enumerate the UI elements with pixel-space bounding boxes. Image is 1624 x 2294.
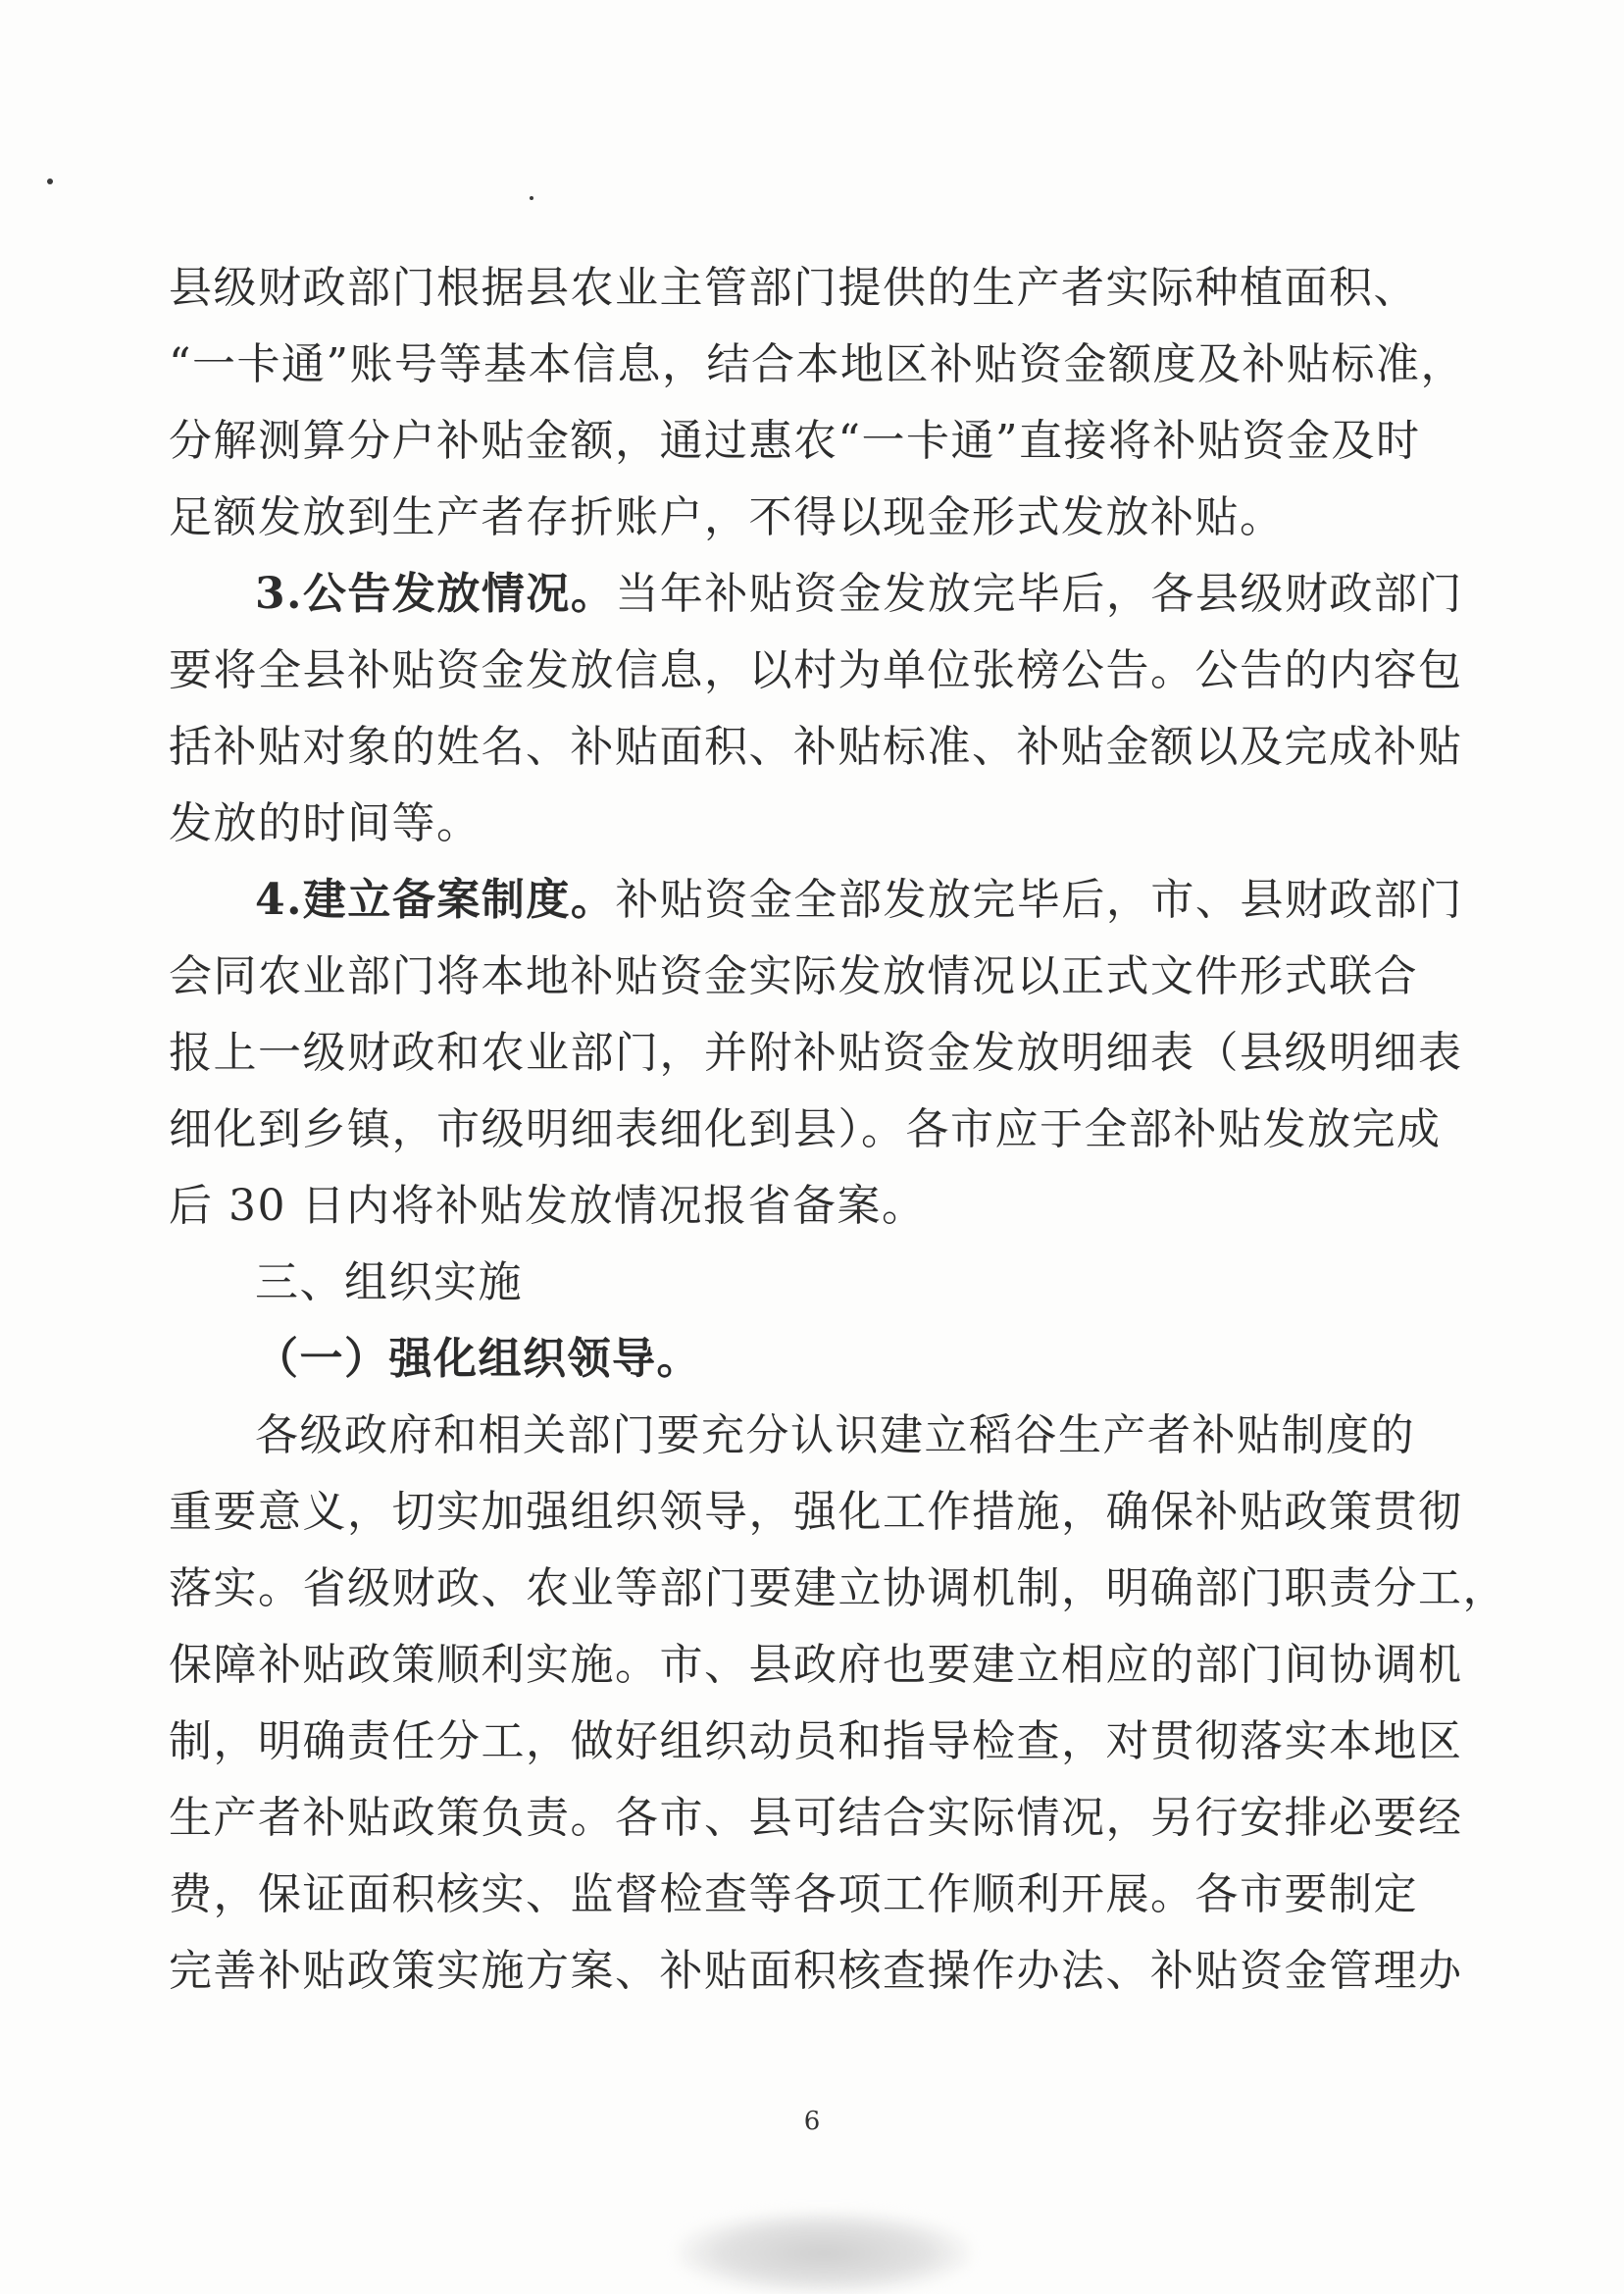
text-line: 细化到乡镇，市级明细表细化到县）。各市应于全部补贴发放完成 xyxy=(169,1104,1442,1154)
text-line: “一卡通”账号等基本信息，结合本地区补贴资金额度及补贴标准， xyxy=(169,339,1465,389)
paragraph-2 xyxy=(169,556,1463,862)
paragraph-4 xyxy=(169,1398,1507,2010)
text-line: 费，保证面积核实、监督检查等各项工作顺利开展。各市要制定 xyxy=(169,1869,1418,1919)
text-line: 保障补贴政策顺利实施。市、县政府也要建立相应的部门间协调机 xyxy=(169,1640,1463,1690)
text-line: 落实。省级财政、农业等部门要建立协调机制，明确部门职责分工， xyxy=(169,1563,1507,1613)
text-line: 制，明确责任分工，做好组织动员和指导检查，对贯彻落实本地区 xyxy=(169,1716,1463,1766)
text-line: 足额发放到生产者存折账户，不得以现金形式发放补贴。 xyxy=(169,492,1285,542)
document-body xyxy=(169,250,1507,2010)
text-line: 生产者补贴政策负责。各市、县可结合实际情况，另行安排必要经 xyxy=(169,1793,1463,1843)
text-line: 完善补贴政策实施方案、补贴面积核查操作办法、补贴资金管理办 xyxy=(169,1946,1463,1996)
text-line: 括补贴对象的姓名、补贴面积、补贴标准、补贴金额以及完成补贴 xyxy=(169,722,1463,772)
text-line: 重要意义，切实加强组织领导，强化工作措施，确保补贴政策贯彻 xyxy=(169,1487,1463,1537)
text-line xyxy=(169,862,1463,939)
page-number: 6 xyxy=(803,2107,821,2136)
paragraph-1 xyxy=(169,250,1465,556)
scan-speck xyxy=(530,196,533,200)
text-line: 发放的时间等。 xyxy=(169,798,482,848)
text-span: 当年补贴资金发放完毕后，各县级财政部门 xyxy=(615,569,1463,619)
text-line: 县级财政部门根据县农业主管部门提供的生产者实际种植面积、 xyxy=(169,263,1418,313)
text-line: 要将全县补贴资金发放信息，以村为单位张榜公告。公告的内容包 xyxy=(169,645,1463,695)
text-line: 会同农业部门将本地补贴资金实际发放情况以正式文件形式联合 xyxy=(169,951,1418,1001)
text-line xyxy=(169,556,1463,633)
text-line: 分解测算分户补贴金额，通过惠农“一卡通”直接将补贴资金及时 xyxy=(169,416,1421,466)
text-line: 报上一级财政和农业部门，并附补贴资金发放明细表（县级明细表 xyxy=(169,1028,1463,1078)
text-line: 各级政府和相关部门要充分认识建立稻谷生产者补贴制度的 xyxy=(255,1410,1415,1460)
blurred-stamp-mark xyxy=(677,2212,971,2294)
scan-speck xyxy=(47,178,53,184)
section-heading: 三、组织实施 xyxy=(255,1257,523,1307)
paragraph-title: 4.建立备案制度。 xyxy=(255,875,616,925)
text-line: 后 30 日内将补贴发放情况报省备案。 xyxy=(169,1181,927,1231)
text-span: 补贴资金全部发放完毕后，市、县财政部门 xyxy=(615,875,1463,925)
paragraph-3 xyxy=(169,862,1463,1245)
subsection-heading: （一）强化组织领导。 xyxy=(255,1334,701,1384)
paragraph-title: 3.公告发放情况。 xyxy=(255,569,616,619)
